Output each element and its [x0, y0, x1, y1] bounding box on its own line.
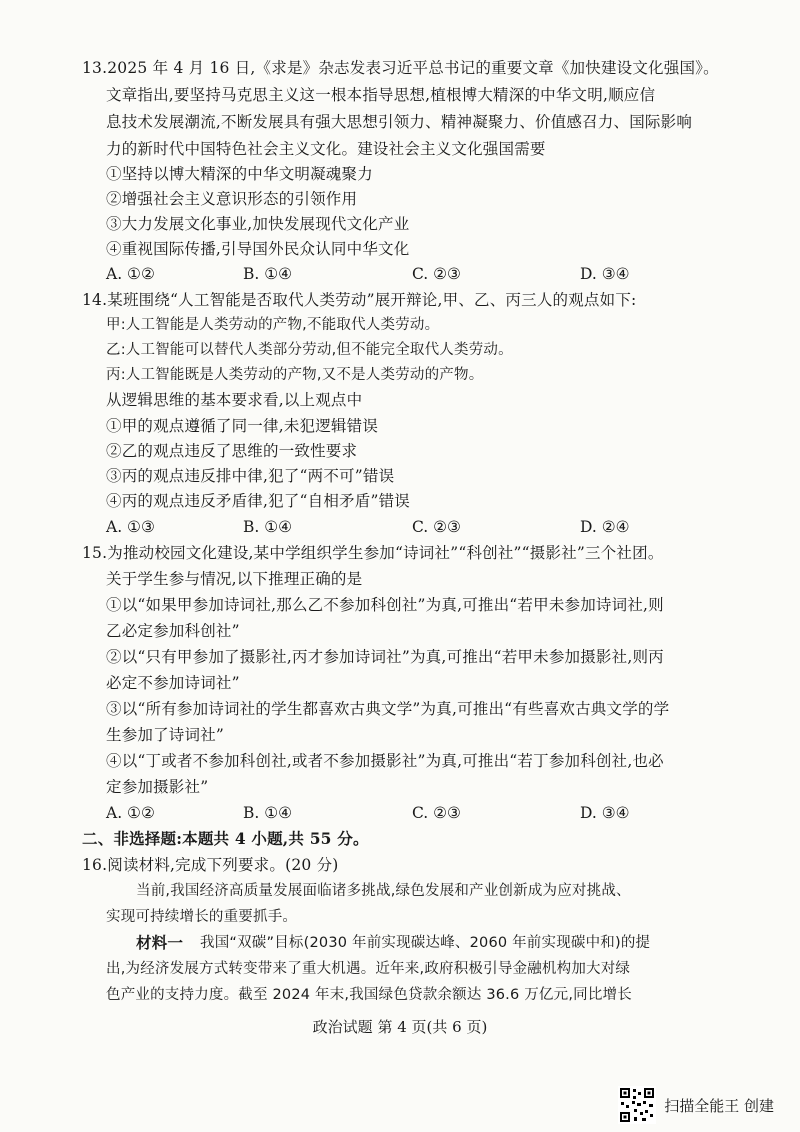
q16-intro-line-1: 当前,我国经济高质量发展面临诸多挑战,绿色发展和产业创新成为应对挑战、 [136, 883, 631, 899]
q13-item-4: ④重视国际传播,引导国外民众认同中华文化 [106, 240, 410, 258]
q14-view-jia: 甲:人工智能是人类劳动的产物,不能取代人类劳动。 [106, 317, 440, 333]
q13-stem-line-1: 13.2025 年 4 月 16 日,《求是》杂志发表习近平总书记的重要文章《加快建设文化强国》。 [82, 59, 719, 77]
q15-item-1a: ①以“如果甲参加诗词社,那么乙不参加科创社”为真,可推出“若甲未参加诗词社,则 [106, 596, 664, 614]
qr-code-icon [618, 1086, 656, 1124]
q15-option-b: B. ①④ [243, 804, 293, 822]
section-2-heading: 二、非选择题:本题共 4 小题,共 55 分。 [82, 829, 369, 848]
watermark-text: 扫描全能王 创建 [664, 1096, 774, 1115]
q16-material-line-2: 出,为经济发展方式转变带来了重大机遇。近年来,政府积极引导金融机构加大对绿 [106, 961, 631, 977]
q15-item-2a: ②以“只有甲参加了摄影社,丙才参加诗词社”为真,可推出“若甲未参加摄影社,则丙 [106, 648, 664, 666]
q14-option-a: A. ①③ [106, 518, 155, 536]
q15-item-1b: 乙必定参加科创社” [106, 622, 240, 640]
q16-material-label: 材料一 [136, 933, 184, 952]
q15-stem-line-1: 15.为推动校园文化建设,某中学组织学生参加“诗词社”“科创社”“摄影社”三个社团。 [82, 544, 664, 562]
q15-item-4b: 定参加摄影社” [106, 778, 209, 796]
q13-stem-line-4: 力的新时代中国特色社会主义文化。建设社会主义文化强国需要 [106, 140, 546, 158]
q15-item-2b: 必定不参加诗词社” [106, 674, 240, 692]
q14-option-b: B. ①④ [243, 518, 293, 536]
page-footer: 政治试题 第 4 页(共 6 页) [312, 1018, 488, 1036]
q15-option-a: A. ①② [106, 804, 155, 822]
q13-stem-line-3: 息技术发展潮流,不断发展具有强大思想引领力、精神凝聚力、价值感召力、国际影响 [106, 113, 693, 131]
q13-option-b: B. ①④ [243, 265, 293, 283]
q14-option-c: C. ②③ [412, 518, 461, 536]
q15-item-4a: ④以“丁或者不参加科创社,或者不参加摄影社”为真,可推出“若丁参加科创社,也必 [106, 752, 664, 770]
q14-stem: 14.某班围绕“人工智能是否取代人类劳动”展开辩论,甲、乙、丙三人的观点如下: [82, 291, 637, 309]
q15-option-c: C. ②③ [412, 804, 461, 822]
q15-item-3b: 生参加了诗词社” [106, 726, 225, 744]
q16-intro-line-2: 实现可持续增长的重要抓手。 [106, 909, 298, 925]
q15-stem-line-2: 关于学生参与情况,以下推理正确的是 [106, 570, 363, 588]
q14-item-4: ④丙的观点违反矛盾律,犯了“自相矛盾”错误 [106, 492, 410, 510]
q13-option-d: D. ③④ [580, 265, 630, 283]
q14-item-3: ③丙的观点违反排中律,犯了“两不可”错误 [106, 467, 395, 485]
q16-material-line-3: 色产业的支持力度。截至 2024 年末,我国绿色贷款余额达 36.6 万亿元,同比增长 [106, 987, 632, 1003]
q13-stem-line-2: 文章指出,要坚持马克思主义这一根本指导思想,植根博大精深的中华文明,顺应信 [106, 86, 656, 104]
q15-item-3a: ③以“所有参加诗词社的学生都喜欢古典文学”为真,可推出“有些喜欢古典文学的学 [106, 700, 670, 718]
q15-option-d: D. ③④ [580, 804, 630, 822]
q13-item-1: ①坚持以博大精深的中华文明凝魂聚力 [106, 165, 373, 183]
q16-material-line-1: 我国“双碳”目标(2030 年前实现碳达峰、2060 年前实现碳中和)的提 [200, 935, 651, 951]
q14-item-1: ①甲的观点遵循了同一律,未犯逻辑错误 [106, 417, 379, 435]
q14-view-yi: 乙:人工智能可以替代人类部分劳动,但不能完全取代人类劳动。 [106, 342, 513, 358]
q14-item-2: ②乙的观点违反了思维的一致性要求 [106, 442, 358, 460]
q16-stem: 16.阅读材料,完成下列要求。(20 分) [82, 856, 339, 874]
q13-item-2: ②增强社会主义意识形态的引领作用 [106, 190, 358, 208]
q13-option-a: A. ①② [106, 265, 155, 283]
scanner-watermark [618, 1086, 774, 1124]
q14-view-bing: 丙:人工智能既是人类劳动的产物,又不是人类劳动的产物。 [106, 367, 484, 383]
q14-lead: 从逻辑思维的基本要求看,以上观点中 [106, 391, 363, 409]
q13-option-c: C. ②③ [412, 265, 461, 283]
q13-item-3: ③大力发展文化事业,加快发展现代文化产业 [106, 215, 410, 233]
q14-option-d: D. ②④ [580, 518, 630, 536]
